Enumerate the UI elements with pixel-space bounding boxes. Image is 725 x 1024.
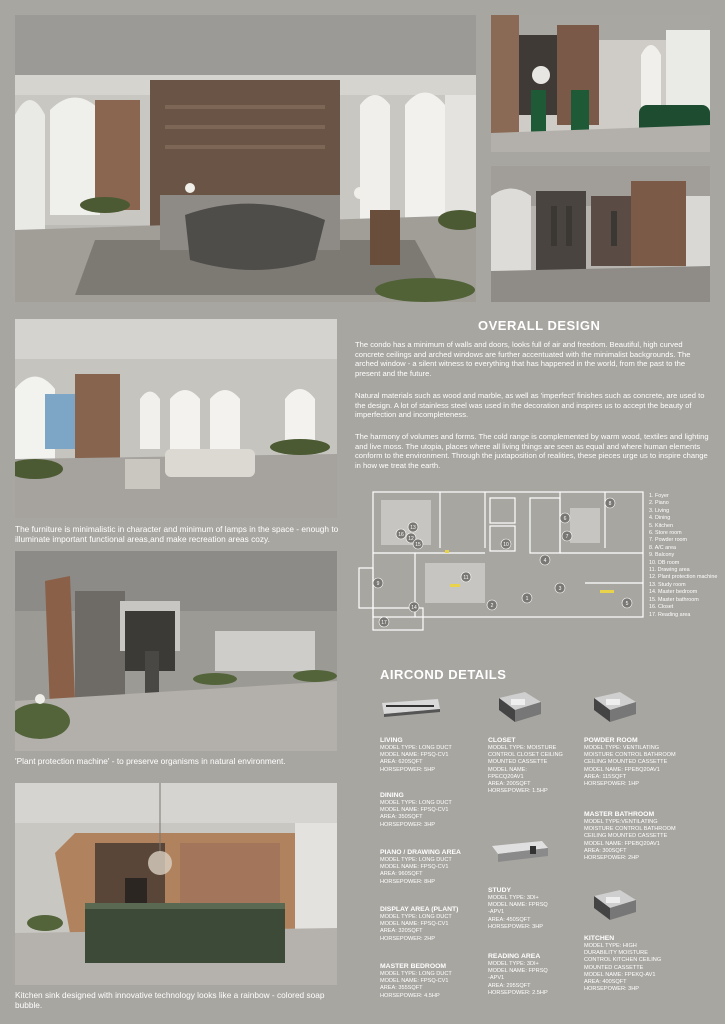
plan-label-13: 13	[410, 525, 416, 531]
legend-item: 16. Closet	[649, 604, 674, 611]
plan-label-11: 11	[463, 575, 469, 581]
ac-study: STUDY MODEL TYPE: 3DI+ MODEL NAME: FPRSQ -APV1 AREA: 450SQFT HORSEPOWER: 3HP	[488, 887, 548, 930]
ac-master-bedroom: MASTER BEDROOM MODEL TYPE: LONG DUCT MODEL NAME: FPSQ-CV1 AREA: 355SQFT HORSEPOWER: 4.5HP	[380, 963, 452, 999]
plan-label-4: 4	[543, 558, 547, 564]
cassette-unit-image-closet	[495, 690, 543, 725]
ac-powder-room: POWDER ROOM MODEL TYPE: VENTILATING MOISTURE CONTROL BATHROOM CEILING MOUNTED CASSETTE MODEL NAME: FPEBQ20AV1 AREA: 115SQFT HORSEPOWER: 1HP	[584, 737, 676, 788]
plan-label-7: 7	[565, 534, 569, 540]
kitchen-render	[15, 783, 337, 985]
ac-title: POWDER ROOM	[584, 737, 638, 744]
legend-item: 2. Piano	[649, 500, 669, 507]
living-render	[15, 319, 337, 518]
legend-item: 3. Living	[649, 507, 670, 514]
ac-title: KITCHEN	[584, 935, 615, 942]
ac-closet: CLOSET MODEL TYPE: MOISTURE CONTROL CLOSET CEILING MOUNTED CASSETTE MODEL NAME: FPECQ20AV1 AREA: 200SQFT HORSEPOWER: 1.5HP	[488, 737, 563, 795]
legend-item: 1. Foyer	[649, 493, 669, 499]
bathroom-render	[491, 15, 710, 152]
floor-plan-legend	[649, 493, 719, 619]
plan-label-5: 5	[625, 601, 629, 607]
plan-label-8: 8	[608, 501, 612, 507]
ac-reading-area: READING AREA MODEL TYPE: 3DI+ MODEL NAME: FPRSQ -APV1 AREA: 295SQFT HORSEPOWER: 2.5HP	[488, 953, 548, 996]
bedroom-render	[15, 15, 476, 302]
legend-item: 8. A/C area	[649, 544, 676, 551]
overall-design-title: OVERALL DESIGN	[478, 318, 601, 333]
overall-paragraph-2: Natural materials such as wood and marble, as well as 'imperfect' finishes such as concrete, are used to the design. A lot of stainless steel was used in the decoration and inspires us to accept the beauty of imperfection and incompleteness.	[355, 391, 705, 420]
legend-item: 5. Kitchen	[649, 522, 673, 529]
ac-title: CLOSET	[488, 737, 516, 744]
ac-title: DINING	[380, 792, 404, 799]
living-caption: The furniture is minimalistic in character and minimum of lamps in the space - enough to illuminate important functional areas,and make recreation areas cozy.	[15, 524, 339, 544]
long-duct-unit-image	[380, 697, 442, 717]
plan-label-12: 12	[408, 536, 414, 542]
ac-dining: DINING MODEL TYPE: LONG DUCT MODEL NAME: FPSQ-CV1 AREA: 350SQFT HORSEPOWER: 3HP	[380, 792, 452, 828]
ac-master-bathroom: MASTER BATHROOM MODEL TYPE:VENTILATING MOISTURE CONTROL BATHROOM CEILING MOUNTED CASSETTE MODEL NAME: FPEBQ20AV1 AREA: 300SQFT HORSEPOWER: 2HP	[584, 811, 676, 862]
cassette-unit-image-powder	[590, 690, 638, 725]
legend-item: 9. Balcony	[649, 552, 675, 559]
legend-item: 15. Master bathroom	[649, 596, 699, 603]
plan-label-17: 17	[381, 620, 387, 626]
ac-living: LIVING MODEL TYPE: LONG DUCT MODEL NAME: FPSQ-CV1 AREA: 620SQFT HORSEPOWER: 5HP	[380, 737, 452, 773]
overall-paragraph-1: The condo has a minimum of walls and doors, looks full of air and freedom. Beautiful, high curved concrete ceilings and arched windows are further accentuated with the minimalist backgrounds. The arched window - a silent witness to everything that has happened in the world, from the past to the present and the future.	[355, 340, 691, 378]
ac-title: MASTER BATHROOM	[584, 811, 655, 818]
plan-label-16: 16	[398, 532, 404, 538]
ac-piano-drawing: PIANO / DRAWING AREA MODEL TYPE: LONG DUCT MODEL NAME: FPSQ-CV1 AREA: 960SQFT HORSEPOWER: 8HP	[380, 849, 461, 885]
ac-display-area: DISPLAY AREA (PLANT) MODEL TYPE: LONG DUCT MODEL NAME: FPSQ-CV1 AREA: 320SQFT HORSEPOWER: 2HP	[380, 906, 459, 942]
closet-render	[491, 166, 710, 302]
legend-item: 7. Powder room	[649, 537, 688, 544]
plan-label-10: 10	[503, 542, 509, 548]
plant-machine-render	[15, 551, 337, 751]
ac-title: MASTER BEDROOM	[380, 963, 447, 970]
legend-item: 10. DB room	[649, 559, 680, 566]
legend-item: 11. Drawing area	[649, 567, 690, 574]
aircond-details-title: AIRCOND DETAILS	[380, 667, 507, 682]
ac-kitchen: KITCHEN MODEL TYPE: HIGH DURABILITY MOISTURE CONTROL KITCHEN CEILING MOUNTED CASSETTE MODEL NAME: FPEKQ-AV1 AREA: 400SQFT HORSEPOWER: 3HP	[584, 935, 662, 993]
plant-machine-caption: 'Plant protection machine' - to preserve organisms in natural environment.	[15, 756, 286, 766]
ac-title: READING AREA	[488, 953, 541, 960]
cassette-unit-image-kitchen	[590, 888, 638, 923]
plan-label-6: 6	[563, 516, 567, 522]
legend-item: 4. Dining	[649, 515, 671, 522]
plan-label-1: 1	[525, 596, 529, 602]
legend-item: 6. Store room	[649, 530, 682, 537]
kitchen-caption: Kitchen sink designed with innovative technology looks like a rainbow - colored soap bubble.	[15, 990, 325, 1010]
legend-item: 12. Plant protection machine	[649, 574, 718, 581]
floor-plan	[355, 488, 645, 633]
ac-title: PIANO / DRAWING AREA	[380, 849, 461, 856]
plan-label-15: 15	[415, 542, 421, 548]
ac-title: STUDY	[488, 887, 512, 894]
plan-label-3: 3	[558, 586, 562, 592]
ac-title: DISPLAY AREA (PLANT)	[380, 906, 459, 913]
legend-item: 14. Master bedroom	[649, 589, 698, 596]
ac-title: LIVING	[380, 737, 403, 744]
plan-label-9: 9	[376, 581, 380, 587]
legend-item: 17. Reading area	[649, 611, 691, 618]
overall-paragraph-3: The harmony of volumes and forms. The cold range is complemented by warm wood, textiles and lighting and live moss. The utopia, places where all living things are seen as equal and where human elements conform to the environment. Through the juxtaposition of realities, these pieces urge us to inspire change in how we treat the earth.	[355, 432, 709, 470]
plan-label-2: 2	[490, 603, 494, 609]
legend-item: 13. Study room	[649, 581, 686, 588]
plan-label-14: 14	[411, 605, 417, 611]
duct-unit-image-study	[490, 838, 550, 863]
